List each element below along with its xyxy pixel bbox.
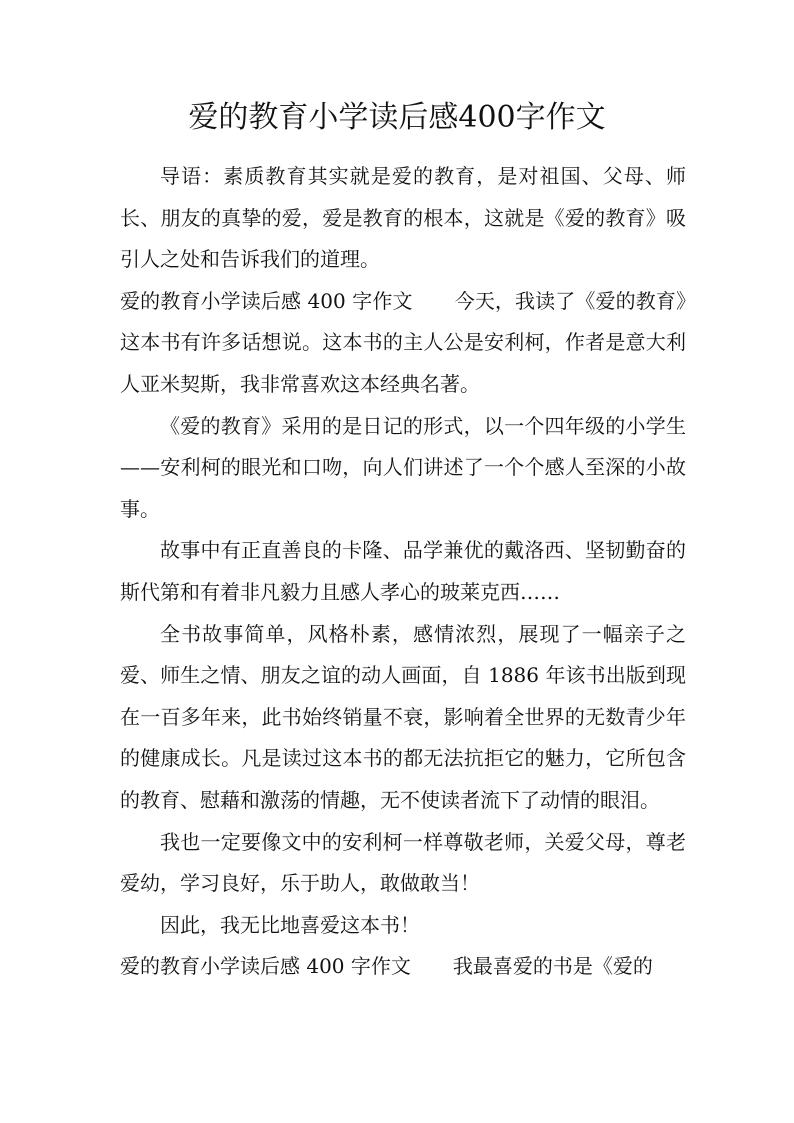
paragraph-characters: 故事中有正直善良的卡隆、品学兼优的戴洛西、坚韧勤奋的斯代第和有着非凡毅力且感人孝心的玻莱克西……	[120, 538, 686, 604]
essay-two-heading: 爱的教育小学读后感 400 字作文	[120, 954, 411, 979]
intro-paragraph: 导语：素质教育其实就是爱的教育，是对祖国、父母、师长、朋友的真挚的爱，爱是教育的根本，这就是《爱的教育》吸引人之处和告诉我们的道理。	[120, 164, 686, 272]
document-body	[120, 156, 686, 988]
essay-one-paragraph	[120, 281, 686, 406]
paragraph-diary-form: 《爱的教育》采用的是日记的形式，以一个四年级的小学生——安利柯的眼光和口吻，向人们讲述了一个个感人至深的小故事。	[120, 413, 686, 521]
paragraph-resolution: 我也一定要像文中的安利柯一样尊敬老师，关爱父母，尊老爱幼，学习良好，乐于助人，敢做敢当！	[120, 829, 686, 896]
paragraph-conclusion: 因此，我无比地喜爱这本书！	[160, 912, 420, 937]
document-title: 爱的教育小学读后感400字作文	[188, 100, 606, 135]
essay-two-text: 我最喜爱的书是《爱的	[452, 954, 653, 979]
essay-one-text: 今天，我读了《爱的教育》这本书有许多话想说。这本书的主人公是安利柯，作者是意大利人亚米契斯，我非常喜欢这本经典名著。	[120, 288, 687, 396]
paragraph-book-summary: 全书故事简单，风格朴素，感情浓烈，展现了一幅亲子之爱、师生之情、朋友之谊的动人画面，自 1886 年该书出版到现在一百多年来，此书始终销量不衰，影响着全世界的无数青少年的健康成长。凡是读过这本书的都无法抗拒它的魅力，它所包含的教育、慰藉和激荡的情趣，无不使读者流下了动情的眼泪。	[120, 621, 686, 812]
essay-one-heading: 爱的教育小学读后感 400 字作文	[120, 288, 413, 313]
essay-two-paragraph	[120, 946, 686, 988]
